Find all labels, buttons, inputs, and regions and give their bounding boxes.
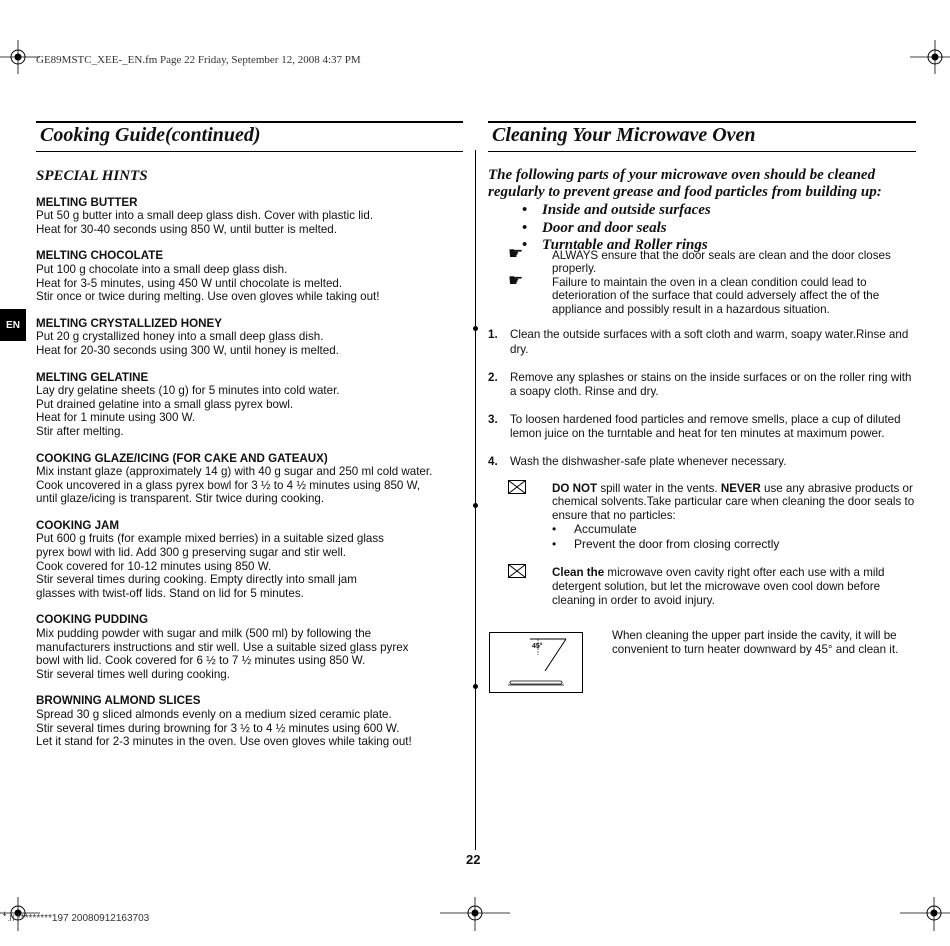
left-title-rule-bottom: [36, 151, 463, 152]
hint-line: Heat for 3-5 minutes, using 450 W until chocolate is melted.: [36, 276, 343, 290]
hint-block: [36, 613, 461, 681]
hint-line: Let it stand for 2-3 minutes in the oven. Use oven gloves while taking out!: [36, 735, 412, 749]
cleaning-step-2: [488, 371, 916, 400]
cleaning-step-3: [488, 413, 916, 442]
cleaning-parts-list: [488, 202, 916, 255]
hints-list: [36, 196, 461, 749]
right-title-rule-bottom: [488, 151, 916, 152]
pointing-hand-icon: ☛: [508, 270, 524, 290]
file-info-header: GE89MSTC_XEE-_EN.fm Page 22 Friday, September 12, 2008 4:37 PM: [36, 54, 361, 66]
registration-mark-bottom-right: [900, 897, 950, 931]
divider-dot: [473, 503, 478, 508]
cleaning-intro: The following parts of your microwave oven should be cleaned regularly to prevent grease and food particles from building up:: [488, 167, 882, 200]
list-item: • Prevent the door from closing correctly: [552, 537, 916, 552]
hint-heading: MELTING GELATINE: [36, 370, 149, 384]
hint-line: Heat for 20-30 seconds using 300 W, until honey is melted.: [36, 343, 339, 357]
cleaning-step-1: [488, 328, 916, 357]
column-divider: [475, 150, 476, 850]
hint-heading: BROWNING ALMOND SLICES: [36, 694, 201, 708]
hint-line: manufacturers instructions and stir well. Use a suitable sized glass pyrex: [36, 640, 409, 654]
hint-line: Put 20 g crystallized honey into a small deep glass dish.: [36, 330, 324, 344]
right-section-title: Cleaning Your Microwave Oven: [492, 124, 756, 146]
hint-line: Lay dry gelatine sheets (10 g) for 5 minutes into cold water.: [36, 384, 340, 398]
step-number: 3.: [488, 412, 498, 426]
step-number: 1.: [488, 328, 498, 342]
note-text: Failure to maintain the oven in a clean condition could lead to deterioration of the surface that could adversely affect the of the appliance and possibly result in a hazardous situation.: [552, 275, 880, 316]
hint-line: bowl with lid. Cook covered for 6 ½ to 7 ½ minutes using 850 W.: [36, 654, 366, 668]
hint-block: [36, 452, 461, 506]
pointing-hand-icon: ☛: [508, 243, 524, 263]
registration-mark-top-left: [0, 40, 40, 74]
caution-text: use any abrasive products or chemical solvents.Take particular care when cleaning the door seals to ensure that no particles:: [552, 481, 915, 522]
diagram-caption: When cleaning the upper part inside the cavity, it will be convenient to turn heater downward by 45° and clean it.: [612, 629, 899, 656]
hint-line: glasses with twist-off lids. Stand on lid for 5 minutes.: [36, 586, 304, 600]
hint-line: Stir several times during browning for 3 ½ to 4 ½ minutes using 600 W.: [36, 721, 400, 735]
caution-bold: NEVER: [720, 481, 761, 495]
step-text: Clean the outside surfaces with a soft cloth and warm, soapy water.Rinse and dry.: [510, 328, 909, 357]
caution-bold: Clean the: [552, 566, 605, 580]
hint-line: Stir once or twice during melting. Use oven gloves while taking out!: [36, 290, 380, 304]
step-text: Wash the dishwasher-safe plate whenever necessary.: [510, 455, 787, 469]
caution-text: microwave oven cavity right ofter each use with a mild detergent solution, but let the microwave oven cool down before cleaning in order to avoid injury.: [552, 566, 885, 607]
hint-block: [36, 249, 461, 303]
special-hints-column: [36, 170, 461, 762]
hint-line: Put 50 g butter into a small deep glass dish. Cover with plastic lid.: [36, 209, 374, 223]
caution-clean-cavity: [488, 566, 916, 607]
angle-label: 45°: [532, 643, 543, 650]
left-section-title: Cooking Guide(continued): [40, 124, 261, 146]
hint-line: Stir after melting.: [36, 424, 124, 438]
cleaning-step-4: [488, 455, 916, 470]
footer-code: ꜜ꜌꜍*********197 20080912163703: [2, 913, 150, 924]
hint-line: Heat for 1 minute using 300 W.: [36, 411, 196, 425]
right-title-rule-top: [488, 121, 916, 123]
registration-mark-bottom-center: [440, 897, 510, 931]
note-text: ALWAYS ensure that the door seals are clean and the door closes properly.: [552, 248, 891, 276]
hint-block: [36, 694, 461, 748]
caution-vents: [488, 482, 916, 553]
list-item: • Accumulate: [552, 522, 916, 537]
step-number: 4.: [488, 455, 498, 469]
caution-bullets: [552, 522, 916, 552]
hint-line: Stir several times during cooking. Empty directly into small jam: [36, 573, 357, 587]
left-title-rule-top: [36, 121, 463, 123]
hint-block: [36, 371, 461, 439]
cleaning-column: [488, 167, 916, 607]
hint-line: Put 600 g fruits (for example mixed berries) in a suitable sized glass: [36, 532, 384, 546]
hint-block: [36, 317, 461, 358]
special-hints-title: SPECIAL HINTS: [36, 168, 148, 184]
hint-heading: MELTING CRYSTALLIZED HONEY: [36, 316, 222, 330]
list-item: • Door and door seals: [488, 220, 916, 238]
hint-block: [36, 196, 461, 237]
heater-diagram: [489, 632, 583, 693]
note-maintenance: [488, 270, 916, 317]
hint-line: pyrex bowl with lid. Add 300 g preserving sugar and stir well.: [36, 546, 346, 560]
hint-heading: COOKING GLAZE/ICING (FOR CAKE AND GATEAUX): [36, 451, 328, 465]
registration-mark-top-right: [910, 40, 950, 74]
step-text: Remove any splashes or stains on the inside surfaces or on the roller ring with a soapy cloth. Rinse and dry.: [510, 370, 912, 399]
hint-line: Cook uncovered in a glass pyrex bowl for 3 ½ to 4 ½ minutes using 850 W,: [36, 478, 421, 492]
caution-icon: [508, 480, 526, 494]
hint-heading: COOKING PUDDING: [36, 613, 149, 627]
list-item: • Inside and outside surfaces: [488, 202, 916, 220]
heater-tilt-illustration: [490, 633, 582, 692]
divider-dot: [473, 326, 478, 331]
hint-line: Heat for 30-40 seconds using 850 W, until butter is melted.: [36, 222, 337, 236]
hint-line: Spread 30 g sliced almonds evenly on a medium sized ceramic plate.: [36, 708, 392, 721]
caution-text: spill water in the vents.: [597, 481, 721, 495]
caution-icon: [508, 564, 526, 578]
language-tab: EN: [0, 309, 26, 341]
hint-heading: COOKING JAM: [36, 518, 120, 532]
hint-block: [36, 519, 461, 601]
page-number: 22: [466, 852, 481, 867]
hint-line: Mix instant glaze (approximately 14 g) with 40 g sugar and 250 ml cold water.: [36, 465, 433, 479]
hint-heading: MELTING CHOCOLATE: [36, 249, 164, 263]
hint-line: Put 100 g chocolate into a small deep glass dish.: [36, 262, 288, 276]
step-number: 2.: [488, 370, 498, 384]
caution-bold: DO NOT: [552, 481, 598, 495]
hint-line: Stir several times well during cooking.: [36, 667, 230, 681]
hint-heading: MELTING BUTTER: [36, 195, 138, 209]
hint-line: Cook covered for 10-12 minutes using 850 W.: [36, 559, 272, 573]
step-text: To loosen hardened food particles and remove smells, place a cup of diluted lemon juice on the turntable and heat for ten minutes at maximum power.: [510, 412, 901, 441]
divider-dot: [473, 684, 478, 689]
list-item: • Turntable and Roller rings: [488, 237, 916, 255]
hint-line: Mix pudding powder with sugar and milk (500 ml) by following the: [36, 627, 372, 641]
hint-line: Put drained gelatine into a small glass pyrex bowl.: [36, 397, 294, 411]
hint-line: until glaze/icing is transparent. Stir twice during cooking.: [36, 492, 325, 506]
